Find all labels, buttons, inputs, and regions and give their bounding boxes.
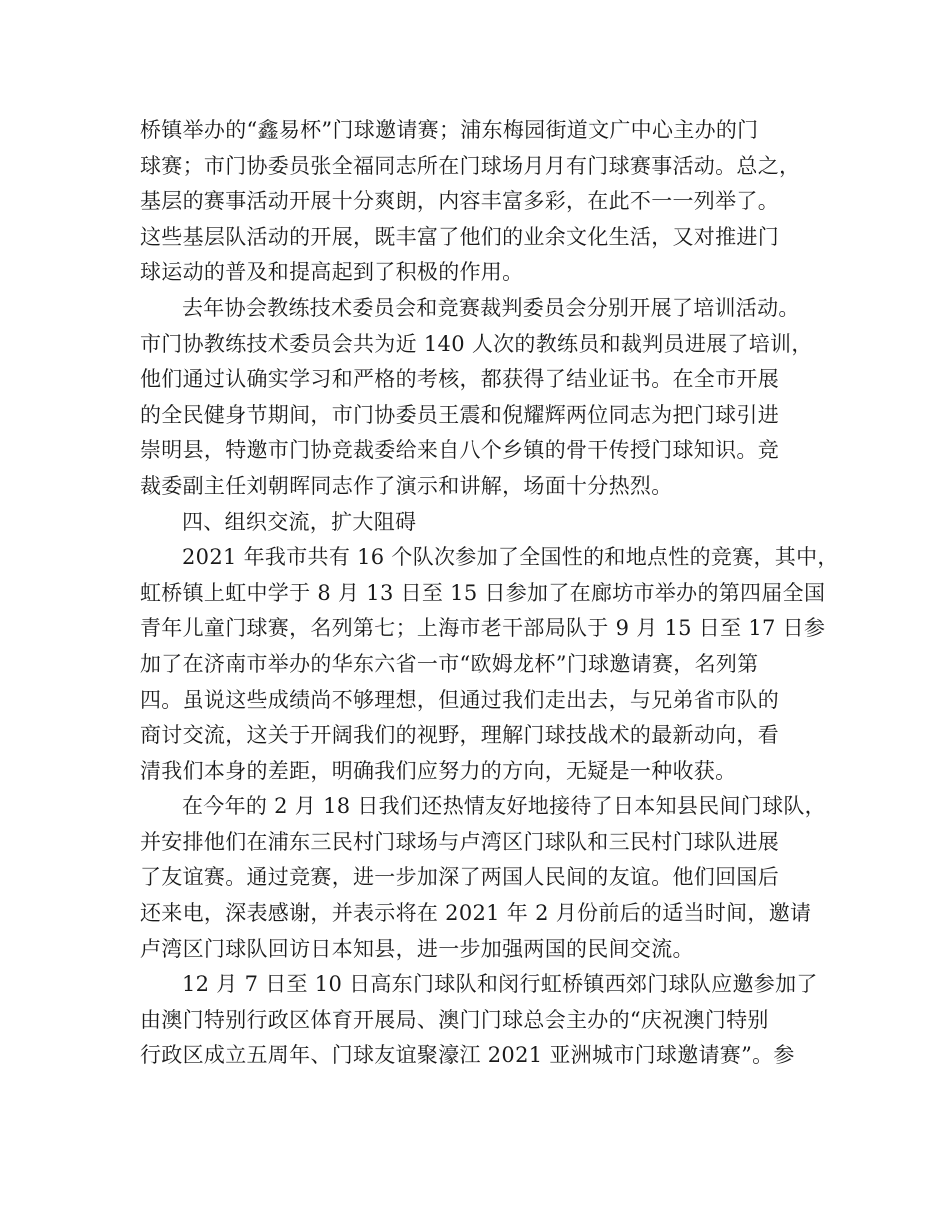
text-line: 的全民健身节期间，市门协委员王震和倪耀辉两位同志为把门球引进	[140, 402, 779, 427]
text-line: 崇明县，特邀市门协竞裁委给来自八个乡镇的骨干传授门球知识。竞	[140, 438, 779, 463]
text-line: 由澳门特别行政区体育开展局、澳门门球总会主办的“庆祝澳门特别	[140, 1007, 769, 1032]
text-line: 了友谊赛。通过竞赛，进一步加深了两国人民间的友谊。他们回国后	[140, 865, 779, 890]
text-line: 他们通过认确实学习和严格的考核，都获得了结业证书。在全市开展	[140, 367, 779, 392]
paragraph-first-line: 2021 年我市共有 16 个队次参加了全国性的和地点性的竞赛，其中，	[182, 545, 839, 570]
paragraph-first-line: 去年协会教练技术委员会和竞赛裁判委员会分别开展了培训活动。	[182, 295, 800, 320]
text-line: 基层的赛事活动开展十分爽朗，内容丰富多彩，在此不一一列举了。	[140, 189, 779, 214]
text-line: 加了在济南市举办的华东六省一市“欧姆龙杯”门球邀请赛，名列第	[140, 651, 759, 676]
text-line: 卢湾区门球队回访日本知县，进一步加强两国的民间交流。	[140, 936, 694, 961]
paragraph-first-line: 12 月 7 日至 10 日高东门球队和闵行虹桥镇西郊门球队应邀参加了	[182, 972, 818, 997]
text-line: 还来电，深表感谢，并表示将在 2021 年 2 月份前后的适当时间，邀请	[140, 901, 812, 926]
text-line: 裁委副主任刘朝晖同志作了演示和讲解，场面十分热烈。	[140, 473, 673, 498]
document-body	[140, 113, 839, 1074]
text-line: 四。虽说这些成绩尚不够理想，但通过我们走出去，与兄弟省市队的	[140, 687, 779, 712]
paragraph-first-line: 在今年的 2 月 18 日我们还热情友好地接待了日本知县民间门球队，	[182, 794, 826, 819]
text-line: 球赛；市门协委员张全福同志所在门球场月月有门球赛事活动。总之，	[140, 153, 801, 178]
section-heading: 四、组织交流，扩大阻碍	[182, 509, 417, 534]
text-line: 行政区成立五周年、门球友谊聚濠江 2021 亚洲城市门球邀请赛”。参	[140, 1043, 795, 1068]
text-line: 市门协教练技术委员会共为近 140 人次的教练员和裁判员进展了培训，	[140, 331, 813, 356]
text-line: 清我们本身的差距，明确我们应努力的方向，无疑是一种收获。	[140, 758, 737, 783]
text-line: 商讨交流，这关于开阔我们的视野，理解门球技战术的最新动向，看	[140, 723, 779, 748]
text-line: 这些基层队活动的开展，既丰富了他们的业余文化生活，又对推进门	[140, 224, 779, 249]
text-line: 虹桥镇上虹中学于 8 月 13 日至 15 日参加了在廊坊市举办的第四届全国	[140, 580, 826, 605]
text-line: 球运动的普及和提高起到了积极的作用。	[140, 260, 524, 285]
text-line: 桥镇举办的“鑫易杯”门球邀请赛；浦东梅园街道文广中心主办的门	[140, 118, 759, 142]
text-line: 青年儿童门球赛，名列第七；上海市老干部局队于 9 月 15 日至 17 日参	[140, 616, 826, 641]
text-line: 并安排他们在浦东三民村门球场与卢湾区门球队和三民村门球队进展	[140, 829, 779, 854]
